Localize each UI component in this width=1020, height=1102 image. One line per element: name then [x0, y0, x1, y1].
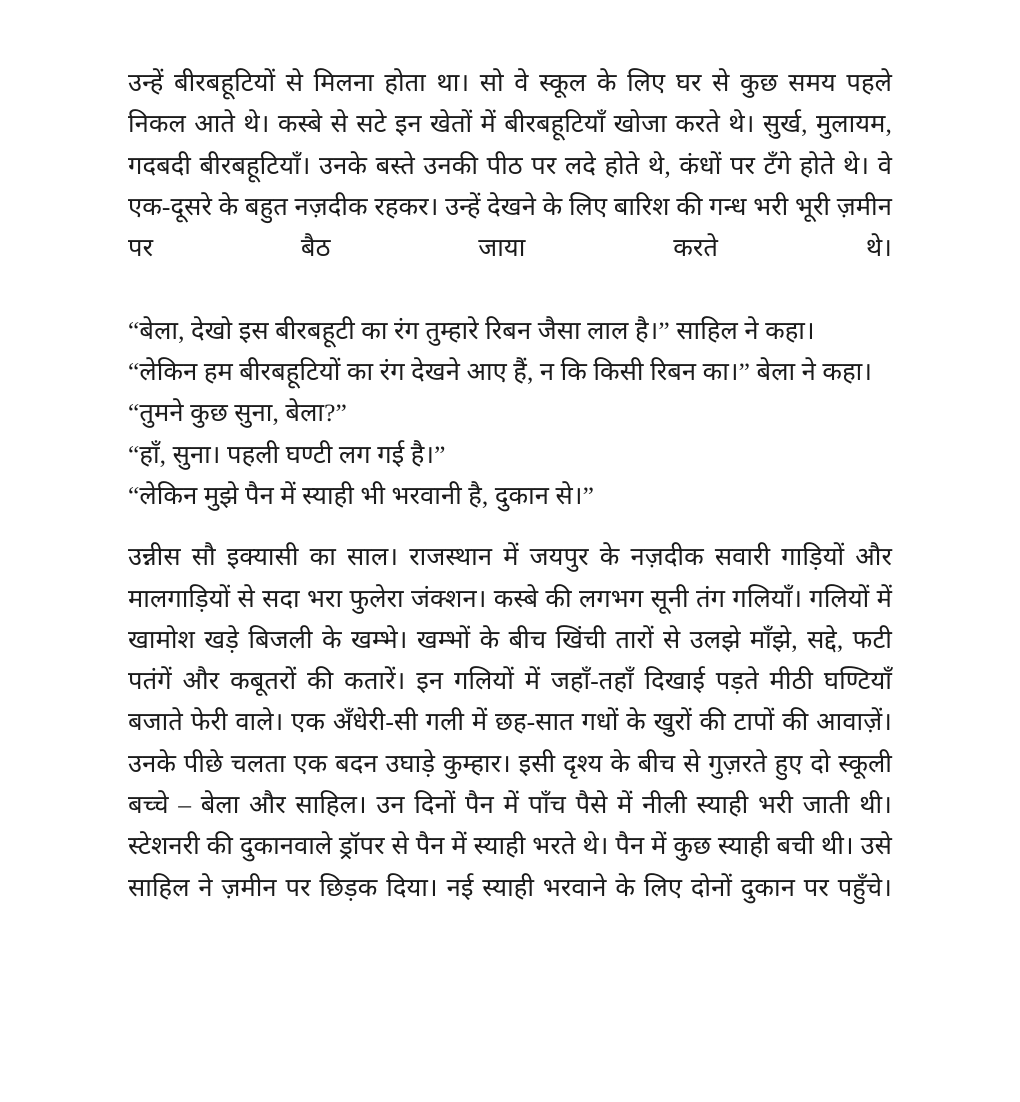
paragraph-narration-2: उन्नीस सौ इक्यासी का साल। राजस्थान में जयपुर के नज़दीक सवारी गाड़ियों और मालगाड़ियों से सदा भरा फुलेरा जंक्शन। कस्बे की लगभग सूनी तंग गलियाँ। गलियों में खामोश खड़े बिजली के खम्भे। खम्भों के बीच खिंची तारों से उलझे माँझे, सद्दे, फटी पतंगें और कबूतरों की कतारें। इन गलियों में जहाँ-तहाँ दिखाई पड़ते मीठी घण्टियाँ बजाते फेरी वाले। एक अँधेरी-सी गली में छह-सात गधों के खुरों की टापों की आवाज़ें। उनके पीछे चलता एक बदन उघाड़े कुम्हार। इसी दृश्य के बीच से गुज़रते हुए दो स्कूली बच्चे – बेला और साहिल। उन दिनों पैन में पाँच पैसे में नीली स्याही भरी जाती थी। स्टेशनरी की दुकानवाले ड्रॉपर से पैन में स्याही भरते थे। पैन में कुछ स्याही बची थी। उसे साहिल ने ज़मीन पर छिड़क दिया। नई स्याही भरवाने के लिए दोनों दुकान पर पहुँचे। — [128, 542, 892, 902]
paragraph-dialogue-3: “तुमने कुछ सुना, बेला?” — [128, 398, 347, 428]
paragraph-dialogue-4: “हाँ, सुना। पहली घण्टी लग गई है।” — [128, 439, 446, 469]
paragraph-dialogue-1: “बेला, देखो इस बीरबहूटी का रंग तुम्हारे रिबन जैसा लाल है।” साहिल ने कहा। — [128, 315, 815, 345]
paragraph-narration-1: उन्हें बीरबहूटियों से मिलना होता था। सो वे स्कूल के लिए घर से कुछ समय पहले निकल आते थे। कस्बे से सटे इन खेतों में बीरबहूटियाँ खोजा करते थे। सुर्ख, मुलायम, गदबदी बीरबहूटियाँ। उनके बस्ते उनकी पीठ पर लदे होते थे, कंधों पर टँगे होते थे। वे एक-दूसरे के बहुत नज़दीक रहकर। उन्हें देखने के लिए बारिश की गन्ध भरी भूरी ज़मीन पर बैठ जाया करते थे। — [128, 68, 892, 263]
paragraph-dialogue-5: “लेकिन मुझे पैन में स्याही भी भरवानी है, दुकान से।” — [128, 480, 595, 510]
document-body — [128, 62, 892, 949]
paragraph-spacer — [128, 516, 892, 536]
paragraph-dialogue-2: “लेकिन हम बीरबहूटियों का रंग देखने आए हैं, न कि किसी रिबन का।” बेला ने कहा। — [128, 357, 873, 387]
